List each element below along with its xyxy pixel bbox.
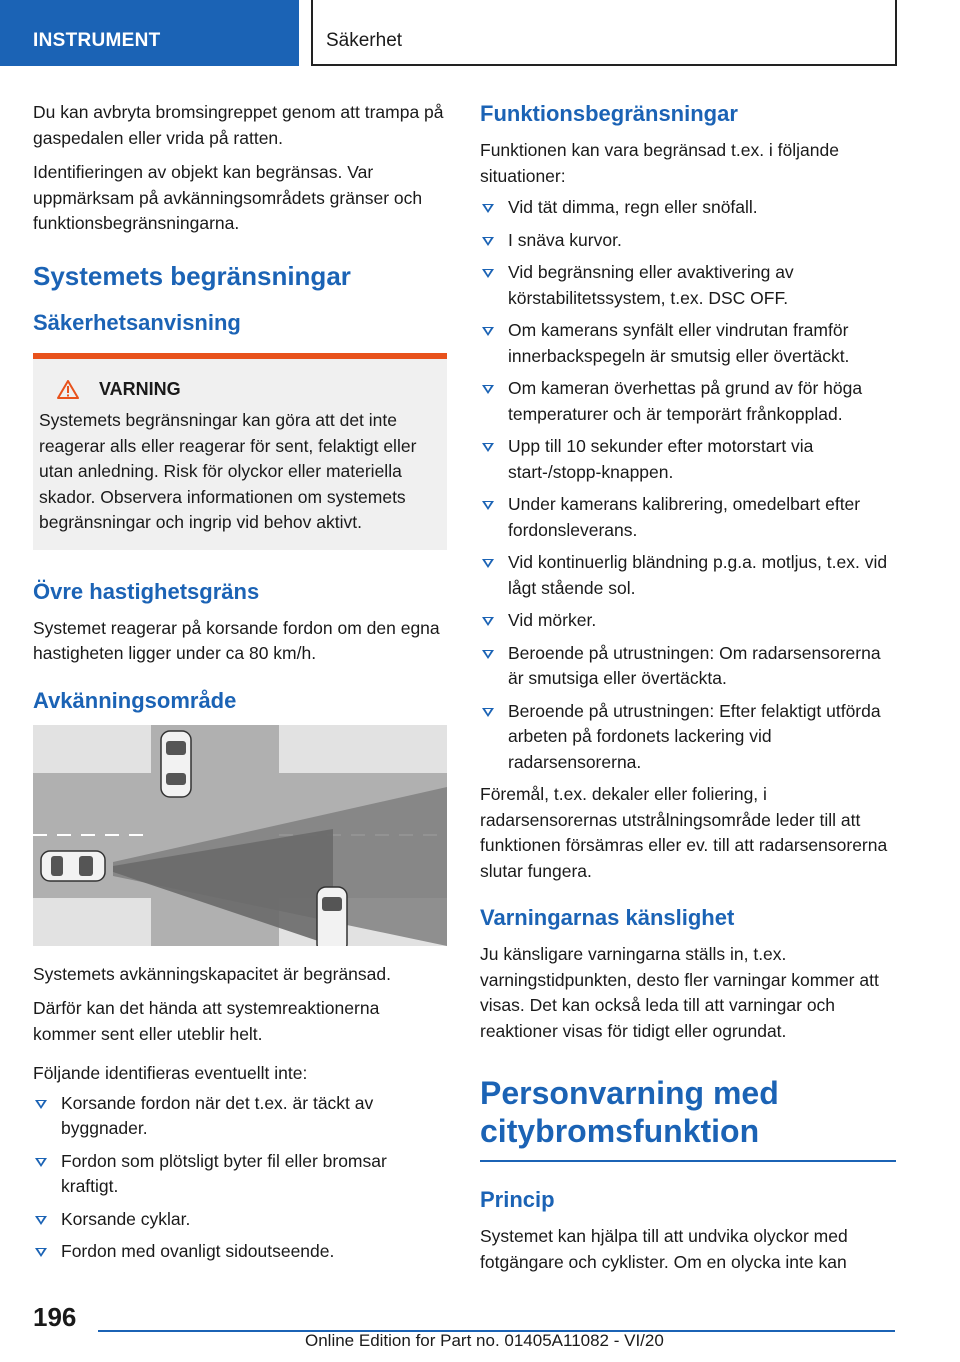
warning-text: Systemets begränsningar kan göra att det inte reagerar alls eller reagerar för sent, felaktigt eller utan anledning. Risk för olyckor eller materiella skador. Observera informationen om systemets begränsningar och ingrip vid behov aktivt. (39, 410, 417, 532)
warning-header (39, 377, 439, 403)
list-item: Fordon med ovanligt sidoutseende. (33, 1239, 447, 1265)
footer-edition: Online Edition for Part no. 01405A11082 - VI/20 (305, 1331, 664, 1350)
list-item: Om kamerans synfält eller vindrutan framför innerbackspegeln är smutsig eller övertäckt. (480, 318, 896, 369)
heading-function-limits: Funktionsbegränsningar (480, 101, 738, 126)
intro-paragraph: Identifieringen av objekt kan begränsas. Var uppmärksam på avkänningsområdets gränser och funktionsbegränsningarna. (33, 162, 423, 233)
triangle-bullet-icon (35, 1216, 47, 1225)
list-item: Vid tät dimma, regn eller snöfall. (480, 195, 896, 221)
warning-title: VARNING (99, 378, 181, 399)
triangle-bullet-icon (482, 204, 494, 213)
list-item: Beroende på utrustningen: Efter felaktigt utförda arbeten på fordonets lackering vid radarsensorerna. (480, 699, 896, 776)
triangle-bullet-icon (482, 385, 494, 394)
heading-safety: Säkerhetsanvisning (33, 309, 241, 335)
range-text: Därför kan det hända att systemreaktionerna kommer sent eller uteblir helt. (33, 998, 380, 1044)
warning-triangle-icon (57, 380, 79, 399)
intro-paragraph: Du kan avbryta bromsingreppet genom att trampa på gaspedalen eller vrida på ratten. (33, 102, 444, 148)
range-text: Följande identifieras eventuellt inte: (33, 1063, 308, 1083)
range-text: Systemets avkänningskapacitet är begränsad. (33, 963, 391, 984)
list-item: Vid mörker. (480, 608, 896, 634)
heading-speed: Övre hastighetsgräns (33, 578, 260, 604)
triangle-bullet-icon (35, 1158, 47, 1167)
princip-text: Systemet kan hjälpa till att undvika olyckor med fotgängare och cyklister. Om en olycka inte kan (480, 1226, 848, 1272)
triangle-bullet-icon (482, 501, 494, 510)
car-bottom-icon (317, 887, 347, 946)
heading-range: Avkänningsområde (33, 687, 237, 713)
heading-sensitivity: Varningarnas känslighet (480, 905, 735, 930)
list-item: Korsande cyklar. (33, 1207, 447, 1233)
warning-box (33, 353, 447, 550)
triangle-bullet-icon (482, 327, 494, 336)
list-item: Upp till 10 sekunder efter motorstart via start-/stopp-knappen. (480, 434, 896, 485)
speed-text: Systemet reagerar på korsande fordon om den egna hastigheten ligger under ca 80 km/h. (33, 617, 440, 663)
triangle-bullet-icon (482, 559, 494, 568)
list-item: Fordon som plötsligt byter fil eller bromsar kraftigt. (33, 1149, 447, 1200)
heading-person-warning: Personvarning med citybromsfunktion (480, 1074, 896, 1162)
list-item: Vid kontinuerlig bländning p.g.a. motljus, t.ex. vid lågt stående sol. (480, 550, 896, 601)
function-text: Funktionen kan vara begränsad t.ex. i följande situationer: (480, 140, 839, 186)
after-list-text: Föremål, t.ex. dekaler eller foliering, i radarsensorernas utstrålningsområde leder till att funktionen försämras eller ev. till att radarsensorerna slutar fungera. (480, 784, 888, 881)
chapter-tab (311, 0, 897, 66)
triangle-bullet-icon (482, 617, 494, 626)
triangle-bullet-icon (482, 237, 494, 246)
triangle-bullet-icon (482, 443, 494, 452)
section-label: INSTRUMENT (33, 30, 161, 51)
list-item: I snäva kurvor. (480, 228, 896, 254)
triangle-bullet-icon (482, 650, 494, 659)
triangle-bullet-icon (35, 1248, 47, 1257)
left-column (33, 100, 447, 1272)
car-top-icon (161, 731, 191, 797)
page-number: 196 (33, 1302, 77, 1332)
list-item: Under kamerans kalibrering, omedelbart efter fordonsleverans. (480, 492, 896, 543)
sensitivity-text: Ju känsligare varningarna ställs in, t.ex. varningstidpunkten, desto fler varningar kommer att visas. Det kan också leda till att varningar och reaktioner visas för tidigt eller ogrundat. (480, 944, 879, 1041)
chapter-label: Säkerhet (326, 30, 403, 51)
car-side-icon (41, 851, 105, 881)
section-tab (0, 0, 299, 66)
heading-princip: Princip (480, 1187, 555, 1212)
limitations-list (480, 195, 896, 775)
detection-range-illustration (33, 725, 447, 946)
right-column (480, 100, 896, 1284)
not-detected-list (33, 1091, 447, 1265)
triangle-bullet-icon (35, 1100, 47, 1109)
list-item: Beroende på utrustningen: Om radarsensorerna är smutsiga eller övertäckta. (480, 641, 896, 692)
triangle-bullet-icon (482, 708, 494, 717)
list-item: Korsande fordon när det t.ex. är täckt av byggnader. (33, 1091, 447, 1142)
list-item: Om kameran överhettas på grund av för höga temperaturer och är temporärt frånkopplad. (480, 376, 896, 427)
triangle-bullet-icon (482, 269, 494, 278)
list-item: Vid begränsning eller avaktivering av körstabilitetssystem, t.ex. DSC OFF. (480, 260, 896, 311)
heading-limits: Systemets begränsningar (33, 260, 351, 291)
